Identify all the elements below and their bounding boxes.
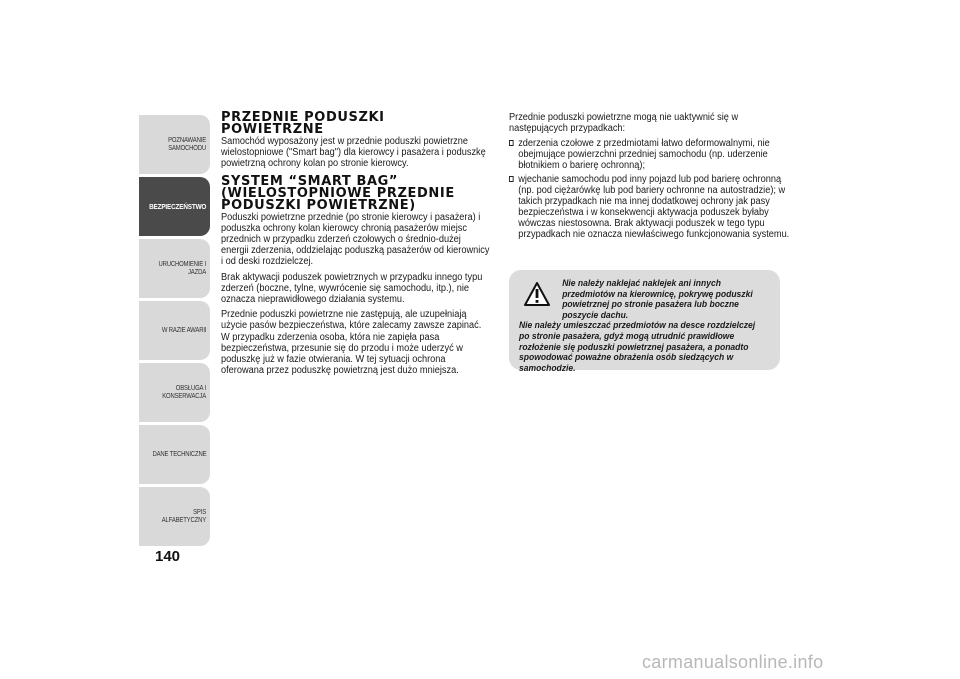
- tab-label: POZNAWANIE SAMOCHODU: [168, 136, 206, 152]
- list-item-text: wjechanie samochodu pod inny pojazd lub pod barierę ochronną (np. pod ciężarówkę lub pod bariery ochronne na autostradzie); w takich przypadkach nie ma innej dodatkowej ochrony jak pasy bezpieczeństwa i w konsekwencji aktywacja poduszek byłaby wówczas niestosowna. Brak aktywacji poduszek w tego typu przypadkach nie oznacza niewłaściwego funkcjonowania systemu.: [518, 174, 790, 241]
- left-column: [221, 112, 491, 380]
- paragraph: Przednie poduszki powietrzne mogą nie uaktywnić się w następujących przypadkach:: [509, 112, 739, 135]
- list-item: [509, 138, 791, 171]
- warning-box: [509, 270, 780, 374]
- tab-bezpieczenstwo[interactable]: [139, 177, 210, 236]
- bullet-list: [509, 138, 790, 241]
- tab-label: URUCHOMIENIE I JAZDA: [158, 260, 206, 276]
- tab-label: SPIS ALFABETYCZNY: [161, 508, 206, 524]
- tab-label: W RAZIE AWARII: [161, 326, 206, 334]
- tab-poznawanie-samochodu[interactable]: [139, 115, 210, 174]
- paragraph: Poduszki powietrzne przednie (po stronie kierowcy i pasażera) i poduszka ochrony kolan kierowcy chronią pasażerów miejsc przednich w przypadku zderzeń czołowych o średnio-dużej energii zderzenia, oddzielając poduszką pasażerów od kierownicy i od deski rozdzielczej.: [221, 211, 490, 268]
- watermark: carmanualsonline.info: [642, 652, 824, 672]
- tab-w-razie-awarii[interactable]: [139, 301, 210, 360]
- paragraph: Brak aktywacji poduszek powietrznych w przypadku innego typu zderzeń (boczne, tylne, wywrócenie się samochodu, itp.), nie oznacza nieprawidłowego działania systemu.: [221, 271, 483, 306]
- section-heading: PRZEDNIE PODUSZKI POWIETRZNE: [221, 110, 385, 137]
- warning-text-rest: Nie należy umieszczać przedmiotów na desce rozdzielczej po stronie pasażera, gdyż mogą utrudnić prawidłowe rozłożenie się poduszki powietrznej pasażera, a ponadto spowodować poważne obrażenia osób siedzących w samochodzie.: [519, 320, 756, 374]
- warning-text: [519, 279, 767, 374]
- checkbox-bullet-icon: [509, 140, 514, 146]
- page-number: 140: [155, 548, 181, 565]
- paragraph: Przednie poduszki powietrzne nie zastępują, ale uzupełniają użycie pasów bezpieczeństwa, które zalecamy zawsze zapinać. W przypadku zderzenia osoba, która nie zapięła pasa bezpieczeństwa, przesunie się do przodu i może uderzyć w poduszkę już w fazie otwierania. W tej sytuacji ochrona oferowana przez poduszkę powietrzną jest dużo mniejsza.: [221, 309, 482, 377]
- tab-label: BEZPIECZEŃSTWO: [148, 201, 206, 211]
- list-item: [509, 174, 791, 240]
- tab-uruchomienie-i-jazda[interactable]: [139, 239, 210, 298]
- tab-dane-techniczne[interactable]: [139, 425, 210, 484]
- checkbox-bullet-icon: [509, 176, 514, 182]
- tab-label: DANE TECHNICZNE: [152, 450, 206, 458]
- right-column: [509, 112, 790, 243]
- warning-text-indented: Nie należy naklejać naklejek ani innych przedmiotów na kierownicę, pokrywę poduszki powietrznej po stronie pasażera lub boczne poszycie dachu.: [562, 278, 753, 321]
- tab-label: OBSŁUGA I KONSERWACJA: [162, 384, 206, 400]
- tab-spis-alfabetyczny[interactable]: [139, 487, 210, 546]
- tab-obsluga-i-konserwacja[interactable]: [139, 363, 210, 422]
- list-item-text: zderzenia czołowe z przedmiotami łatwo deformowalnymi, nie obejmujące powierzchni przedniej samochodu (np. uderzenie błotnikiem o barierę ochronną);: [518, 138, 770, 172]
- section-heading: SYSTEM “SMART BAG” (WIELOSTOPNIOWE PRZEDNIE PODUSZKI POWIETRZNE): [221, 173, 455, 213]
- paragraph: Samochód wyposażony jest w przednie poduszki powietrzne wielostopniowe ("Smart bag") dla kierowcy i pasażera i poduszkę powietrzną ochrony kolan po stronie kierowcy.: [221, 136, 486, 170]
